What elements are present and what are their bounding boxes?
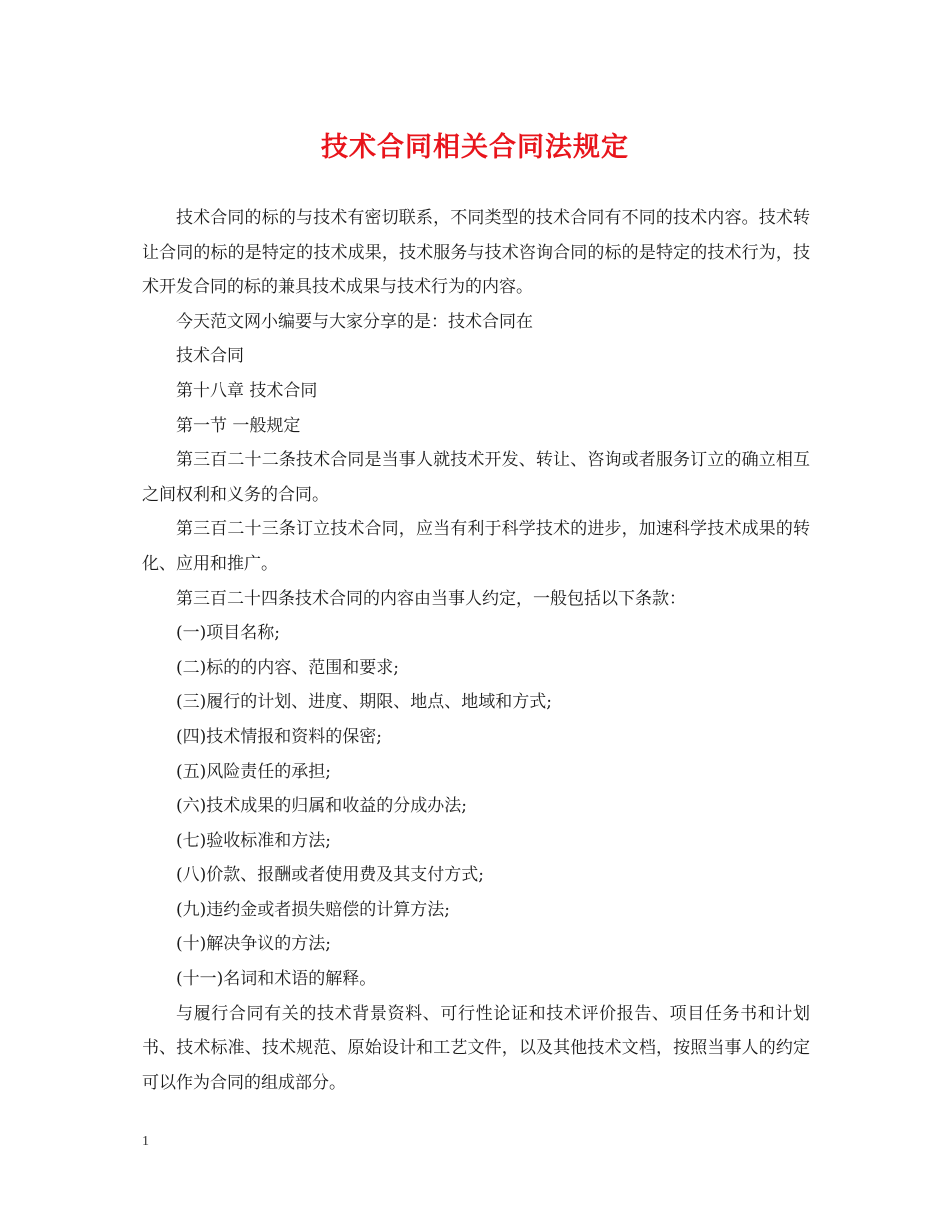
clause-item: (十)解决争议的方法; [176,934,331,955]
clause-item: (七)验收标准和方法; [176,830,331,851]
chapter-heading: 第十八章 技术合同 [176,380,318,401]
article-323: 第三百二十三条订立技术合同，应当有利于科学技术的进步，加速科学技术成果的转化、应用和推广。 [142,519,810,574]
paragraph-heading-contract: 技术合同 [176,346,244,367]
document-body [142,201,810,1100]
page-title: 技术合同相关合同法规定 [321,132,629,163]
section-heading: 第一节 一般规定 [176,415,301,436]
clause-item: (三)履行的计划、进度、期限、地点、地域和方式; [176,692,552,713]
clause-item: (十一)名词和术语的解释。 [176,969,377,990]
clause-item: (八)价款、报酬或者使用费及其支付方式; [176,865,484,886]
clause-item: (五)风险责任的承担; [176,761,331,782]
article-322: 第三百二十二条技术合同是当事人就技术开发、转让、咨询或者服务订立的确立相互之间权利和义务的合同。 [142,450,810,505]
paragraph-intro: 技术合同的标的与技术有密切联系，不同类型的技术合同有不同的技术内容。技术转让合同的标的是特定的技术成果，技术服务与技术咨询合同的标的是特定的技术行为，技术开发合同的标的兼具技术成果与技术行为的内容。 [142,208,810,298]
clause-item: (九)违约金或者损失赔偿的计算方法; [176,899,450,920]
clause-item: (四)技术情报和资料的保密; [176,726,382,747]
article-324: 第三百二十四条技术合同的内容由当事人约定，一般包括以下条款： [176,588,686,609]
clause-item: (二)标的的内容、范围和要求; [176,657,399,678]
page-number: 1 [142,1134,149,1149]
clause-item: (六)技术成果的归属和收益的分成办法; [176,796,467,817]
paragraph-attachments: 与履行合同有关的技术背景资料、可行性论证和技术评价报告、项目任务书和计划书、技术标准、技术规范、原始设计和工艺文件，以及其他技术文档，按照当事人的约定可以作为合同的组成部分。 [142,1003,810,1093]
clause-item: (一)项目名称; [176,623,280,644]
paragraph-share: 今天范文网小编要与大家分享的是：技术合同在 [176,311,533,332]
